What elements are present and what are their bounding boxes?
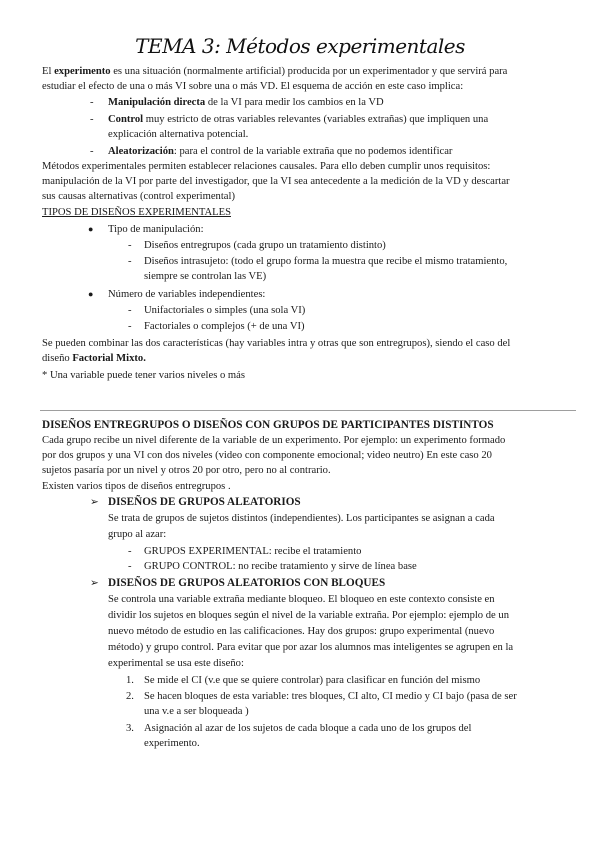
bullet-control-cont: explicación alternativa potencial.: [108, 129, 249, 140]
aleatorios-line-1: Se trata de grupos de sujetos distintos (independientes). Los participantes se asignan a cada: [108, 513, 495, 524]
bullet-keyword: Manipulación directa: [108, 97, 206, 108]
para-2-line-1: Métodos experimentales permiten establecer relaciones causales. Para ello deben cumplir unos requisitos:: [42, 161, 491, 172]
bloques-line-2: dividir los sujetos en bloques según el nivel de la variable extraña. Por ejemplo: ejemplo de un: [108, 610, 509, 621]
bullet-aleatorizacion: [108, 144, 452, 159]
dash-marker: -: [90, 97, 94, 108]
step-item: Se mide el CI (v.e que se quiere controlar) para clasificar en función del mismo: [144, 675, 481, 686]
dash-marker: -: [90, 146, 94, 157]
entre-line-4: Existen varios tipos de diseños entregrupos .: [42, 481, 231, 492]
combine-line-1: Se pueden combinar las dos características (hay variables intra y otras que son entregrupos), siendo el caso del: [42, 338, 511, 349]
step-item: Asignación al azar de los sujetos de cada bloque a cada uno de los grupos del: [144, 723, 472, 734]
note: * Una variable puede tener varios niveles o más: [42, 370, 245, 381]
entregrupos-heading: DISEÑOS ENTREGRUPOS O DISEÑOS CON GRUPOS DE PARTICIPANTES DISTINTOS: [42, 419, 494, 431]
dash-marker: -: [128, 561, 132, 572]
keyword-experimento: experimento: [54, 66, 111, 77]
step-number: 2.: [126, 691, 134, 702]
page-title: TEMA 3: Métodos experimentales: [135, 34, 465, 58]
list-item-cont: siempre se controlan las VE): [144, 271, 267, 282]
entre-line-3: sujetos pasaría por un nivel y otros 20 por otro, pero no al contrario.: [42, 465, 331, 476]
bloques-heading: DISEÑOS DE GRUPOS ALEATORIOS CON BLOQUES: [108, 577, 386, 589]
bullet-dot: ●: [88, 224, 94, 234]
list-item: Diseños entregrupos (cada grupo un tratamiento distinto): [144, 240, 386, 251]
list-item: Factoriales o complejos (+ de una VI): [144, 321, 305, 332]
text-run: de la VI para medir los cambios en la VD: [205, 97, 384, 108]
bullet-keyword: Aleatorización: [108, 146, 174, 157]
list-item: Unifactoriales o simples (una sola VI): [144, 305, 306, 316]
bloques-line-5: experimental se usa este diseño:: [108, 658, 244, 669]
arrow-icon: ➢: [90, 497, 99, 508]
dash-marker: -: [128, 305, 132, 316]
group-label-variables: Número de variables independientes:: [108, 289, 266, 300]
list-item: Diseños intrasujeto: (todo el grupo forma la muestra que recibe el mismo tratamiento,: [144, 256, 508, 267]
bullet-dot: ●: [88, 289, 94, 299]
text-run: El: [42, 66, 55, 77]
bullet-keyword: Control: [108, 114, 144, 125]
dash-marker: -: [90, 114, 94, 125]
bullet-control: [108, 112, 488, 127]
para-2-line-3: sus causas alternativas (control experimental): [42, 191, 235, 202]
entre-line-1: Cada grupo recibe un nivel diferente de la variable de un experimento. Por ejemplo: un experimento formado: [42, 435, 506, 446]
bloques-line-3: nuevo método de estudio en las calificaciones. Hay dos grupos: grupo experimental (nuevo: [108, 626, 495, 637]
text-run: : para el control de la variable extraña que no podemos identificar: [173, 146, 453, 157]
intro-line-1: [42, 64, 507, 79]
bloques-line-1: Se controla una variable extraña mediante bloqueo. El bloqueo en este contexto consiste en: [108, 594, 495, 605]
step-item: Se hacen bloques de esta variable: tres bloques, CI alto, CI medio y CI bajo (pasa de ser: [144, 691, 517, 702]
list-item: GRUPO CONTROL: no recibe tratamiento y sirve de línea base: [144, 561, 417, 572]
dash-marker: -: [128, 256, 132, 267]
step-number: 1.: [126, 675, 134, 686]
keyword-factorial-mixto: Factorial Mixto.: [72, 353, 146, 364]
arrow-icon: ➢: [90, 578, 99, 589]
dash-marker: -: [128, 546, 132, 557]
bloques-line-4: método) y grupo control. Para evitar que por azar los alumnos mas inteligentes se agrupen en la: [108, 642, 514, 653]
bullet-manipulacion: [108, 95, 384, 110]
step-number: 3.: [126, 723, 134, 734]
intro-line-2: estudiar el efecto de una o más VI sobre una o más VD. El esquema de acción en este caso implica:: [42, 81, 464, 92]
tipos-heading: TIPOS DE DISEÑOS EXPERIMENTALES: [42, 207, 231, 218]
combine-line-2: [42, 351, 146, 366]
dash-marker: -: [128, 321, 132, 332]
text-run: muy estricto de otras variables relevantes (variables extrañas) que impliquen una: [143, 114, 489, 125]
aleatorios-heading: DISEÑOS DE GRUPOS ALEATORIOS: [108, 496, 301, 508]
section-divider: [40, 410, 576, 411]
entre-line-2: por dos grupos y una VI con dos niveles (video con componente emocional; video neutro) En este caso 20: [42, 450, 492, 461]
text-run: diseño: [42, 353, 73, 364]
group-label-manipulacion: Tipo de manipulación:: [108, 224, 204, 235]
dash-marker: -: [128, 240, 132, 251]
para-2-line-2: manipulación de la VI por parte del investigador, que la VI sea antecedente a la medición de la VD y descartar: [42, 176, 510, 187]
aleatorios-line-2: grupo al azar:: [108, 529, 167, 540]
step-item-cont: experimento.: [144, 738, 200, 749]
list-item: GRUPOS EXPERIMENTAL: recibe el tratamiento: [144, 546, 362, 557]
step-item-cont: una v.e a ser bloqueada ): [144, 706, 249, 717]
text-run: es una situación (normalmente artificial) producida por un experimentador y que servirá para: [110, 66, 508, 77]
